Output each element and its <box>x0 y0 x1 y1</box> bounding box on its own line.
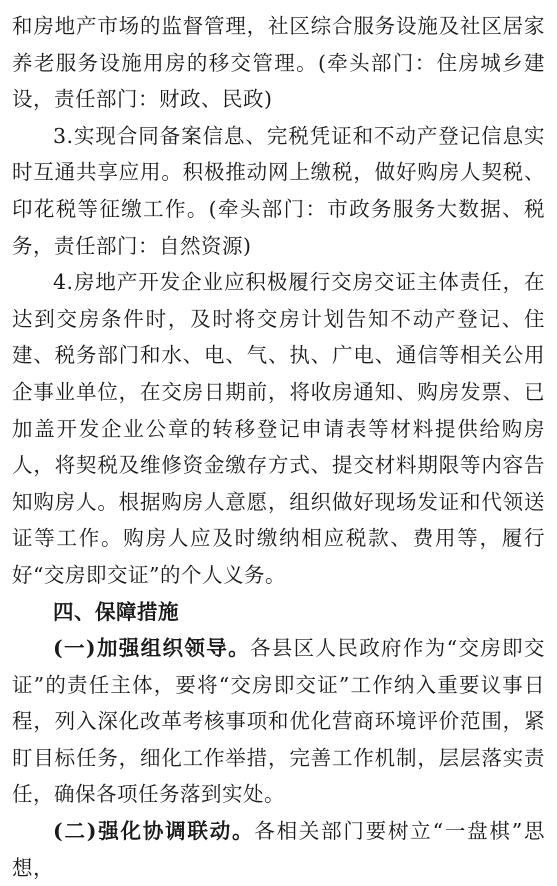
paragraph-organization-body: 各县区人民政府作为“交房即交证”的责任主体，要将“交房即交证”工作纳入重要议事日程，列入深化改革考核事项和优化营商环境评价范围，紧盯目标任务，细化工作举措，完善工作机制，层层落实责任，确保各项任务落到实处。 <box>12 636 546 807</box>
paragraph-organization-lead: (一)加强组织领导。 <box>53 636 250 661</box>
paragraph-item-3: 3.实现合同备案信息、完税凭证和不动产登记信息实时互通共享应用。积极推动网上缴税，做好购房人契税、印花税等征缴工作。(牵头部门：市政务服务大数据、税务，责任部门：自然资源) <box>12 123 545 258</box>
paragraph-organization <box>12 630 545 813</box>
paragraph-coordination-lead: (二)强化协调联动。 <box>53 819 255 844</box>
paragraph-coordination <box>12 813 545 886</box>
paragraph-coordination-body: 各相关部门要树立“一盘棋”思想， <box>12 819 545 880</box>
section-heading: 四、保障措施 <box>53 599 179 624</box>
paragraph-supervision: 和房地产市场的监督管理，社区综合服务设施及社区居家养老服务设施用房的移交管理。(牵头部门：住房城乡建设，责任部门：财政、民政) <box>12 14 545 112</box>
document-page <box>12 8 545 886</box>
paragraph-item-4: 4.房地产开发企业应积极履行交房交证主体责任，在达到交房条件时，及时将交房计划告知不动产登记、住建、税务部门和水、电、气、执、广电、通信等相关公用企事业单位，在交房日期前，将收房通知、购房发票、已加盖开发企业公章的转移登记申请表等材料提供给购房人，将契税及维修资金缴存方式、提交材料期限等内容告知购房人。根据购房人意愿，组织做好现场发证和代领送证等工作。购房人应及时缴纳相应税款、费用等，履行好“交房即交证”的个人义务。 <box>12 270 545 587</box>
